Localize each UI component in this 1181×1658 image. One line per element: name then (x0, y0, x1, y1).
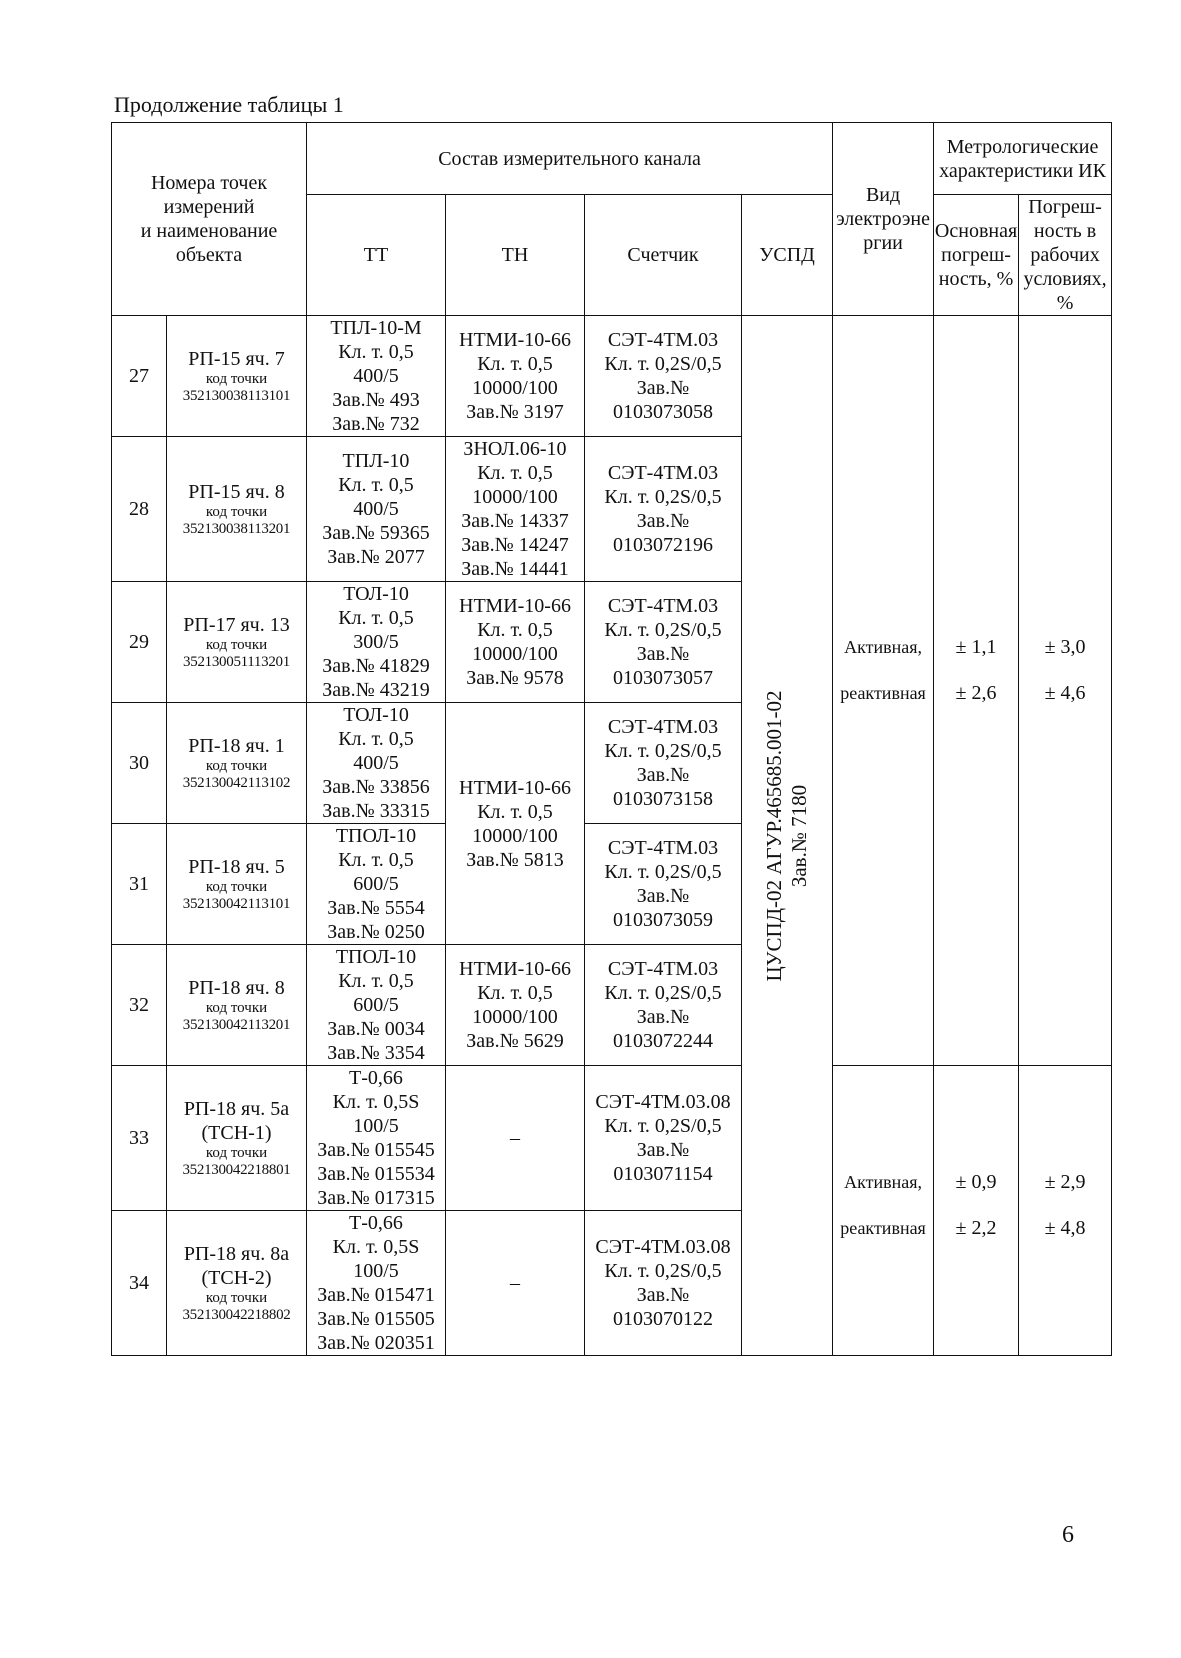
row-number: 30 (112, 703, 167, 824)
basic-error-values: ± 1,1 ± 2,6 (955, 636, 997, 704)
meter-cell: СЭТ-4ТМ.03 Кл. т. 0,2S/0,5 Зав.№ 0103073058 (585, 316, 742, 437)
work-error-cell (1019, 316, 1112, 1066)
row-object (167, 316, 307, 437)
tt-cell: ТПЛ-10-М Кл. т. 0,5 400/5 Зав.№ 493 Зав.№ 732 (307, 316, 446, 437)
object-name: (ТСН-1) (201, 1122, 272, 1144)
tt-cell: Т-0,66 Кл. т. 0,5S 100/5 Зав.№ 015545 Зав.№ 015534 Зав.№ 017315 (307, 1066, 446, 1211)
tn-cell: НТМИ-10-66 Кл. т. 0,5 10000/100 Зав.№ 3197 (446, 316, 585, 437)
row-number: 29 (112, 582, 167, 703)
meter-cell: СЭТ-4ТМ.03 Кл. т. 0,2S/0,5 Зав.№ 0103072196 (585, 437, 742, 582)
code-label: код точки (205, 371, 268, 387)
row-number: 33 (112, 1066, 167, 1211)
header-uspd: УСПД (742, 195, 833, 316)
header-metrology: Метрологические характеристики ИК (934, 123, 1112, 195)
measurement-channels-table (111, 122, 1112, 1356)
object-name: (ТСН-2) (201, 1267, 272, 1289)
tn-cell: НТМИ-10-66 Кл. т. 0,5 10000/100 Зав.№ 5629 (446, 945, 585, 1066)
header-work-error: Погреш- ность в рабочих условиях, % (1019, 195, 1112, 316)
point-code: 352130038113201 (182, 521, 291, 537)
tt-cell: ТПЛ-10 Кл. т. 0,5 400/5 Зав.№ 59365 Зав.№ 2077 (307, 437, 446, 582)
header-basic-error: Основная погреш- ность, % (934, 195, 1019, 316)
table-caption: Продолжение таблицы 1 (114, 92, 344, 117)
code-label: код точки (205, 637, 268, 653)
energy-type-cell (833, 316, 934, 1066)
point-code: 352130042113102 (182, 775, 291, 791)
header-meter: Счетчик (585, 195, 742, 316)
object-name: РП-17 яч. 13 (183, 614, 290, 636)
basic-error-cell (934, 316, 1019, 1066)
row-object (167, 582, 307, 703)
code-label: код точки (205, 1145, 268, 1161)
row-number: 28 (112, 437, 167, 582)
tt-cell: ТОЛ-10 Кл. т. 0,5 300/5 Зав.№ 41829 Зав.№ 43219 (307, 582, 446, 703)
code-label: код точки (205, 758, 268, 774)
table-row (112, 316, 1112, 437)
row-number: 31 (112, 824, 167, 945)
header-energy-type: Вид электроэне ргии (833, 123, 934, 316)
header-points (112, 123, 307, 316)
code-label: код точки (205, 1000, 268, 1016)
row-object (167, 945, 307, 1066)
work-error-values: ± 2,9 ± 4,8 (1044, 1171, 1086, 1239)
header-tt: ТТ (307, 195, 446, 316)
uspd-value: ЦУСПД-02 АГУР.465685.001-02 Зав.№ 7180 (762, 690, 812, 981)
row-number: 32 (112, 945, 167, 1066)
tn-cell: ЗНОЛ.06-10 Кл. т. 0,5 10000/100 Зав.№ 14337 Зав.№ 14247 Зав.№ 14441 (446, 437, 585, 582)
uspd-cell (742, 316, 833, 1356)
code-label: код точки (205, 1290, 268, 1306)
object-name: РП-15 яч. 7 (188, 348, 285, 370)
energy-type-values: Активная, реактивная (840, 637, 926, 703)
meter-cell: СЭТ-4ТМ.03 Кл. т. 0,2S/0,5 Зав.№ 0103073057 (585, 582, 742, 703)
point-code: 352130042113101 (182, 896, 291, 912)
object-name: РП-18 яч. 1 (188, 735, 285, 757)
row-object (167, 437, 307, 582)
object-name: РП-18 яч. 8а (183, 1243, 290, 1265)
energy-type-values: Активная, реактивная (840, 1172, 926, 1238)
tn-cell-shared: НТМИ-10-66 Кл. т. 0,5 10000/100 Зав.№ 5813 (446, 703, 585, 945)
object-name: РП-15 яч. 8 (188, 481, 285, 503)
row-number: 34 (112, 1211, 167, 1356)
work-error-values: ± 3,0 ± 4,6 (1044, 636, 1086, 704)
row-object (167, 1066, 307, 1211)
code-label: код точки (205, 879, 268, 895)
row-number: 27 (112, 316, 167, 437)
header-composition: Состав измерительного канала (307, 123, 833, 195)
row-object (167, 824, 307, 945)
tn-cell: НТМИ-10-66 Кл. т. 0,5 10000/100 Зав.№ 9578 (446, 582, 585, 703)
point-code: 352130042113201 (182, 1017, 291, 1033)
header-points-lines: Номера точек измерений и наименование объекта (140, 172, 278, 266)
point-code: 352130042218801 (182, 1162, 291, 1178)
object-name: РП-18 яч. 8 (188, 977, 285, 999)
page-number: 6 (1062, 1522, 1074, 1548)
energy-type-cell (833, 1066, 934, 1356)
code-label: код точки (205, 504, 268, 520)
work-error-cell (1019, 1066, 1112, 1356)
point-code: 352130042218802 (182, 1307, 291, 1323)
object-name: РП-18 яч. 5 (188, 856, 285, 878)
point-code: 352130038113101 (182, 388, 291, 404)
header-tn: ТН (446, 195, 585, 316)
basic-error-cell (934, 1066, 1019, 1356)
point-code: 352130051113201 (183, 654, 290, 670)
object-name: РП-18 яч. 5а (183, 1098, 290, 1120)
meter-cell: СЭТ-4ТМ.03 Кл. т. 0,2S/0,5 Зав.№ 0103073158 (585, 703, 742, 824)
tt-cell: ТОЛ-10 Кл. т. 0,5 400/5 Зав.№ 33856 Зав.№ 33315 (307, 703, 446, 824)
row-object (167, 1211, 307, 1356)
row-object (167, 703, 307, 824)
meter-cell: СЭТ-4ТМ.03 Кл. т. 0,2S/0,5 Зав.№ 0103073059 (585, 824, 742, 945)
basic-error-values: ± 0,9 ± 2,2 (955, 1171, 997, 1239)
meter-cell: СЭТ-4ТМ.03.08 Кл. т. 0,2S/0,5 Зав.№ 0103071154 (585, 1066, 742, 1211)
tn-cell: – (446, 1211, 585, 1356)
meter-cell: СЭТ-4ТМ.03.08 Кл. т. 0,2S/0,5 Зав.№ 0103070122 (585, 1211, 742, 1356)
tt-cell: Т-0,66 Кл. т. 0,5S 100/5 Зав.№ 015471 Зав.№ 015505 Зав.№ 020351 (307, 1211, 446, 1356)
table-row (112, 1066, 1112, 1211)
meter-cell: СЭТ-4ТМ.03 Кл. т. 0,2S/0,5 Зав.№ 0103072244 (585, 945, 742, 1066)
tn-cell: – (446, 1066, 585, 1211)
tt-cell: ТПОЛ-10 Кл. т. 0,5 600/5 Зав.№ 5554 Зав.№ 0250 (307, 824, 446, 945)
tt-cell: ТПОЛ-10 Кл. т. 0,5 600/5 Зав.№ 0034 Зав.№ 3354 (307, 945, 446, 1066)
